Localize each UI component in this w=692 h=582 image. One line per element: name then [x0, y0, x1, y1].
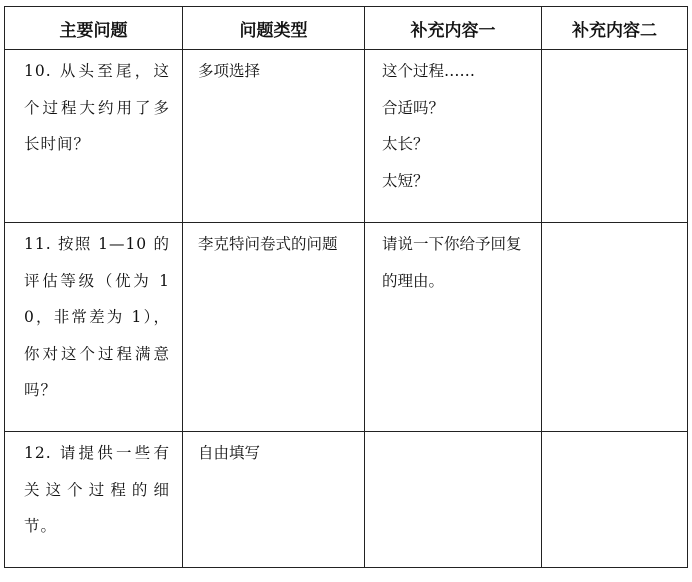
- supplement-line: 这个过程……: [382, 62, 476, 80]
- supplement-one-text: [365, 432, 541, 435]
- supplement-two-text: [542, 432, 687, 435]
- header-supplement-one: 补充内容一: [365, 7, 542, 50]
- question-type-text: 多项选择: [198, 62, 261, 80]
- question-type-text: 李克特问卷式的问题: [198, 235, 338, 253]
- main-question-cell: [5, 223, 183, 432]
- main-question-text: 10. 从头至尾，这个过程大约用了多长时间？: [24, 62, 170, 153]
- question-type-cell: [183, 50, 365, 223]
- supplement-one-cell: [365, 432, 542, 568]
- header-supplement-two: 补充内容二: [542, 7, 688, 50]
- question-type-cell: [183, 223, 365, 432]
- header-main-question: 主要问题: [5, 7, 183, 50]
- header-row: [5, 7, 688, 50]
- main-question-text: 12. 请提供一些有关这个过程的细节。: [24, 444, 170, 535]
- question-type-cell: [183, 432, 365, 568]
- supplement-two-cell: [542, 223, 688, 432]
- supplement-line: 合适吗？: [382, 98, 445, 117]
- question-table: [4, 6, 688, 568]
- supplement-two-cell: [542, 432, 688, 568]
- table-row: [5, 50, 688, 223]
- main-question-text: 11. 按照 1—10 的评估等级（优为 10，非常差为 1），你对这个过程满意吗？: [24, 235, 170, 399]
- main-question-cell: [5, 50, 183, 223]
- supplement-line: 太短？: [382, 171, 429, 190]
- supplement-one-cell: [365, 50, 542, 223]
- supplement-two-text: [542, 50, 687, 53]
- supplement-line: 太长？: [382, 135, 429, 153]
- main-question-cell: [5, 432, 183, 568]
- supplement-two-cell: [542, 50, 688, 223]
- supplement-one-cell: [365, 223, 542, 432]
- table-row: [5, 223, 688, 432]
- header-question-type: 问题类型: [183, 7, 365, 50]
- question-type-text: 自由填写: [198, 444, 261, 462]
- table-row: [5, 432, 688, 568]
- supplement-two-text: [542, 223, 687, 226]
- supplement-one-text: 请说一下你给予回复的理由。: [382, 235, 522, 290]
